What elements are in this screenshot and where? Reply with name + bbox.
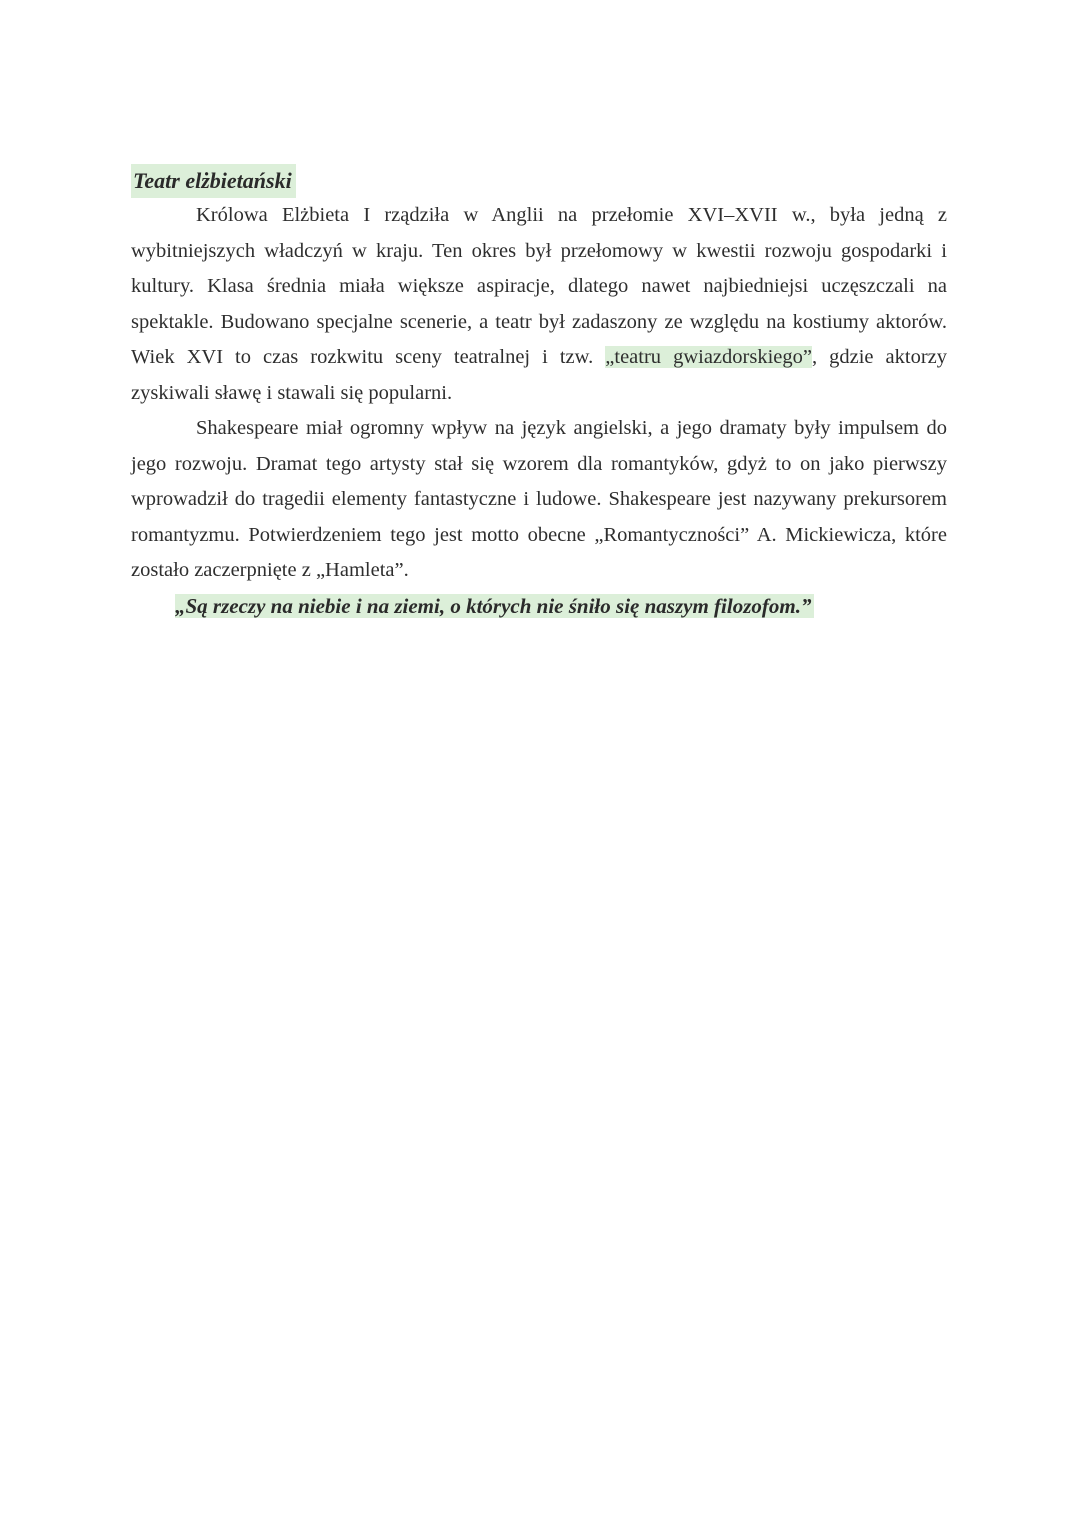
document-title: Teatr elżbietański	[131, 164, 296, 198]
paragraph-1-text-end: , gdzie aktorzy zyskiwali sławę i stawali się popularni.	[131, 346, 947, 404]
hamlet-quote	[131, 589, 947, 623]
document-page	[131, 164, 947, 623]
paragraph-shakespeare: Shakespeare miał ogromny wpływ na język angielski, a jego dramaty były impulsem do jego rozwoju. Dramat tego artysty stał się wzorem dla romantyków, gdyż to on jako pierwszy wprowadził do tragedii elementy fantastyczne i ludowe. Shakespeare jest nazywany prekursorem romantyzmu. Potwierdzeniem tego jest motto obecne „Romantyczności” A. Mickiewicza, które zostało zaczerpnięte z „Hamleta”.	[131, 417, 947, 581]
paragraph-elizabethan-theatre	[131, 198, 947, 411]
quote-text: „Są rzeczy na niebie i na ziemi, o których nie śniło się naszym filozofom.”	[175, 594, 814, 618]
paragraph-1-text: Królowa Elżbieta I rządziła w Anglii na przełomie XVI–XVII w., była jedną z wybitniejszych władczyń w kraju. Ten okres był przełomowy w kwestii rozwoju gospodarki i kultury. Klasa średnia miała większe aspiracje, dlatego nawet najbiedniejsi uczęszczali na spektakle. Budowano specjalne scenerie, a teatr był zadaszony ze względu na kostiumy aktorów. Wiek XVI to czas rozkwitu sceny teatralnej i tzw.	[131, 204, 947, 368]
highlighted-phrase: „teatru gwiazdorskiego”	[605, 346, 812, 368]
